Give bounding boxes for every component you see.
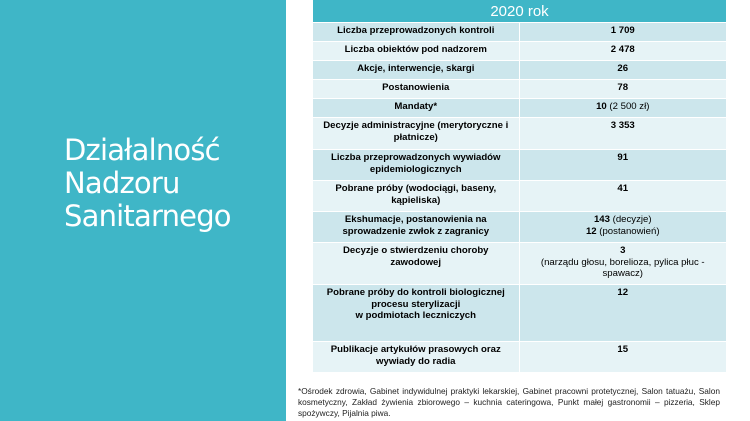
row-value: 2 478 [519,42,726,61]
value-note: (postanowień) [599,225,660,237]
row-value: 1 709 [519,23,726,42]
table-row [313,342,726,373]
table-row [313,61,726,80]
value-number: 10 [596,101,607,112]
value-note: (narządu głosu, borelioza, pylica płuc - spawacz) [540,256,705,279]
table-row [313,212,726,243]
row-label: Mandaty* [313,99,519,118]
table-row [313,285,726,342]
table-row [313,181,726,212]
row-label: Decyzje administracyjne (merytoryczne i płatnicze) [313,118,519,150]
row-label: Akcje, interwencje, skargi [313,61,519,80]
table-header: 2020 rok [313,0,726,23]
slide-title: Działalność Nadzoru Sanitarnego [64,133,231,233]
table-row [313,80,726,99]
table-row [313,42,726,61]
table-row [313,243,726,285]
table-row [313,23,726,42]
row-value [519,212,726,243]
footnote: *Ośrodek zdrowia, Gabinet indywidulnej praktyki lekarskiej, Gabinet pracowni protetycznej, Salon tatuażu, Salon kosmetyczny, Zakład żywienia zbiorowego – kuchnia cateringowa, Punkt małej gastronomii – pizzeria, Sklep spożywczy, Pijalnia piwa. [298,386,720,418]
row-value: 3 353 [519,118,726,150]
row-value: 78 [519,80,726,99]
row-label: Ekshumacje, postanowienia na sprowadzenie zwłok z zagranicy [313,212,519,243]
row-value: 26 [519,61,726,80]
row-label: Liczba obiektów pod nadzorem [313,42,519,61]
row-label: Publikacje artykułów prasowych oraz wywiady do radia [313,342,519,373]
row-value: 91 [519,150,726,181]
row-label: Pobrane próby do kontroli biologicznej procesu sterylizacji w podmiotach leczniczych [313,285,519,342]
value-number: 143 [593,214,610,225]
row-value [519,243,726,285]
row-value: 41 [519,181,726,212]
row-value: 15 [519,342,726,373]
row-value [519,99,726,118]
stats-table-container [313,0,726,373]
value-note: (decyzje) [612,214,652,225]
row-label: Liczba przeprowadzonych wywiadów epidemiologicznych [313,150,519,181]
table-row [313,99,726,118]
row-value: 12 [519,285,726,342]
left-panel [0,0,286,421]
table-row [313,150,726,181]
stats-table [313,0,726,373]
row-label: Liczba przeprowadzonych kontroli [313,23,519,42]
row-label: Pobrane próby (wodociągi, baseny, kąpieliska) [313,181,519,212]
table-row [313,118,726,150]
value-number: 3 [620,245,626,256]
row-label: Postanowienia [313,80,519,99]
row-label: Decyzje o stwierdzeniu choroby zawodowej [313,243,519,285]
value-number: 12 [585,225,597,237]
value-note: (2 500 zł) [609,101,650,112]
